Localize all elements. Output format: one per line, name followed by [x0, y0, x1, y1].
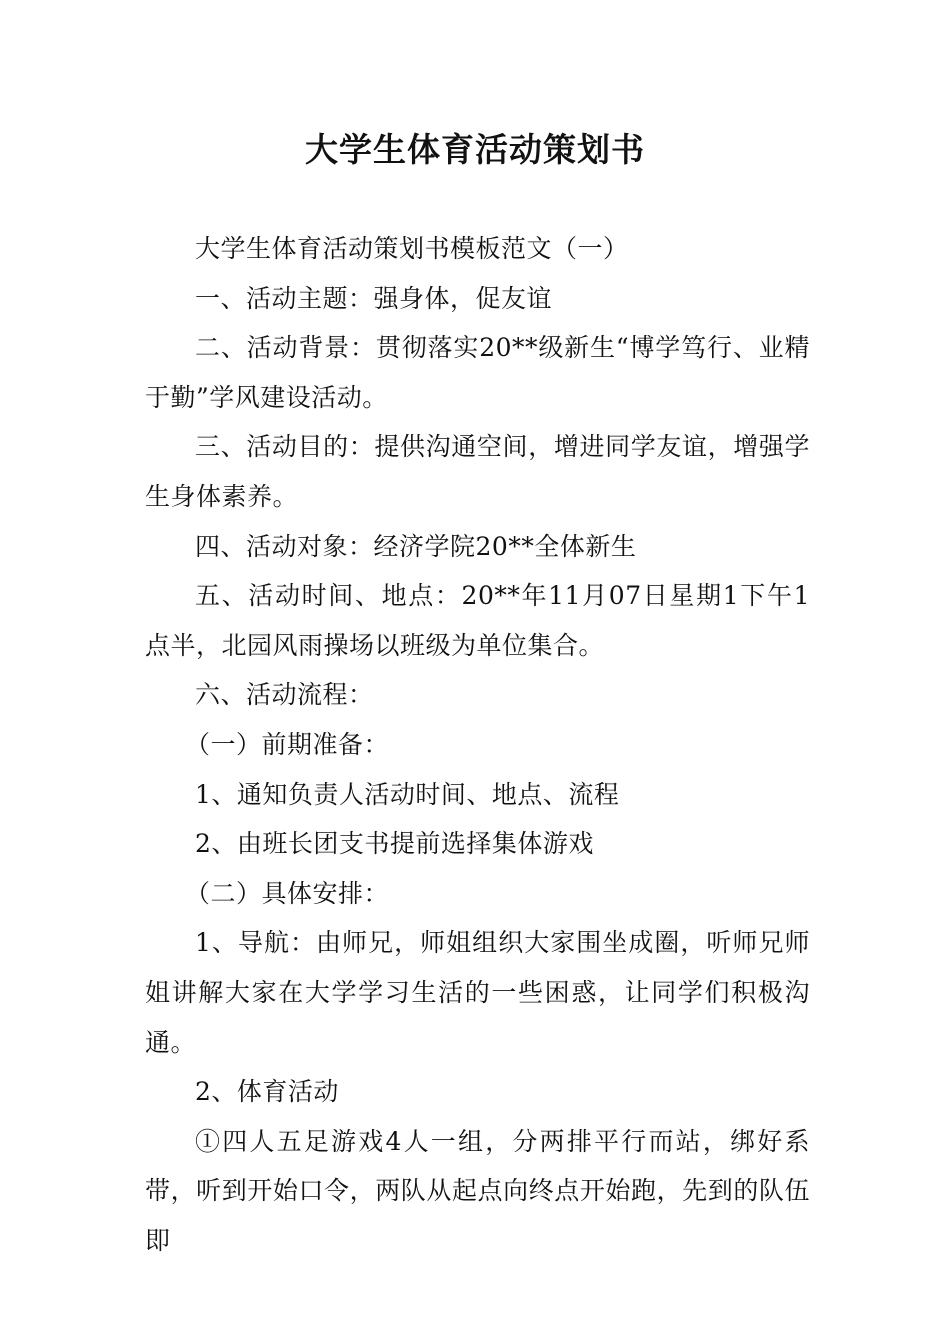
paragraph-template-heading: 大学生体育活动策划书模板范文（一） — [195, 234, 629, 263]
paragraph-preparation-item-1: 1、通知负责人活动时间、地点、流程 — [195, 779, 620, 809]
paragraph-preparation-heading: （一）前期准备： — [185, 729, 390, 759]
paragraph-audience: 四、活动对象：经济学院20**全体新生 — [195, 531, 637, 561]
paragraph-preparation-item-2: 2、由班长团支书提前选择集体游戏 — [195, 829, 594, 859]
paragraph-game-description: ①四人五足游戏4人一组，分两排平行而站，绑好系带，听到开始口令，两队从起点向终点开始跑，先到的队伍即 — [145, 1126, 810, 1255]
paragraph-theme: 一、活动主题：强身体，促友谊 — [195, 283, 553, 313]
paragraph-arrangement-heading: （二）具体安排： — [185, 878, 390, 908]
paragraph-process-heading: 六、活动流程： — [195, 680, 374, 710]
paragraph-time-place: 五、活动时间、地点：20**年11月07日星期1下午1点半，北园风雨操场以班级为单位集合。 — [145, 581, 810, 660]
document-title: 大学生体育活动策划书 — [305, 130, 645, 169]
paragraph-arrangement-item-2: 2、体育活动 — [195, 1077, 339, 1107]
paragraph-background: 二、活动背景：贯彻落实20**级新生“博学笃行、业精于勤”学风建设活动。 — [145, 333, 810, 412]
paragraph-purpose: 三、活动目的：提供沟通空间，增进同学友谊，增强学生身体素养。 — [145, 432, 810, 511]
paragraph-arrangement-item-1: 1、导航：由师兄，师姐组织大家围坐成圈，听师兄师姐讲解大家在大学学习生活的一些困惑，让同学们积极沟通。 — [145, 928, 810, 1057]
document-body — [145, 224, 810, 1265]
